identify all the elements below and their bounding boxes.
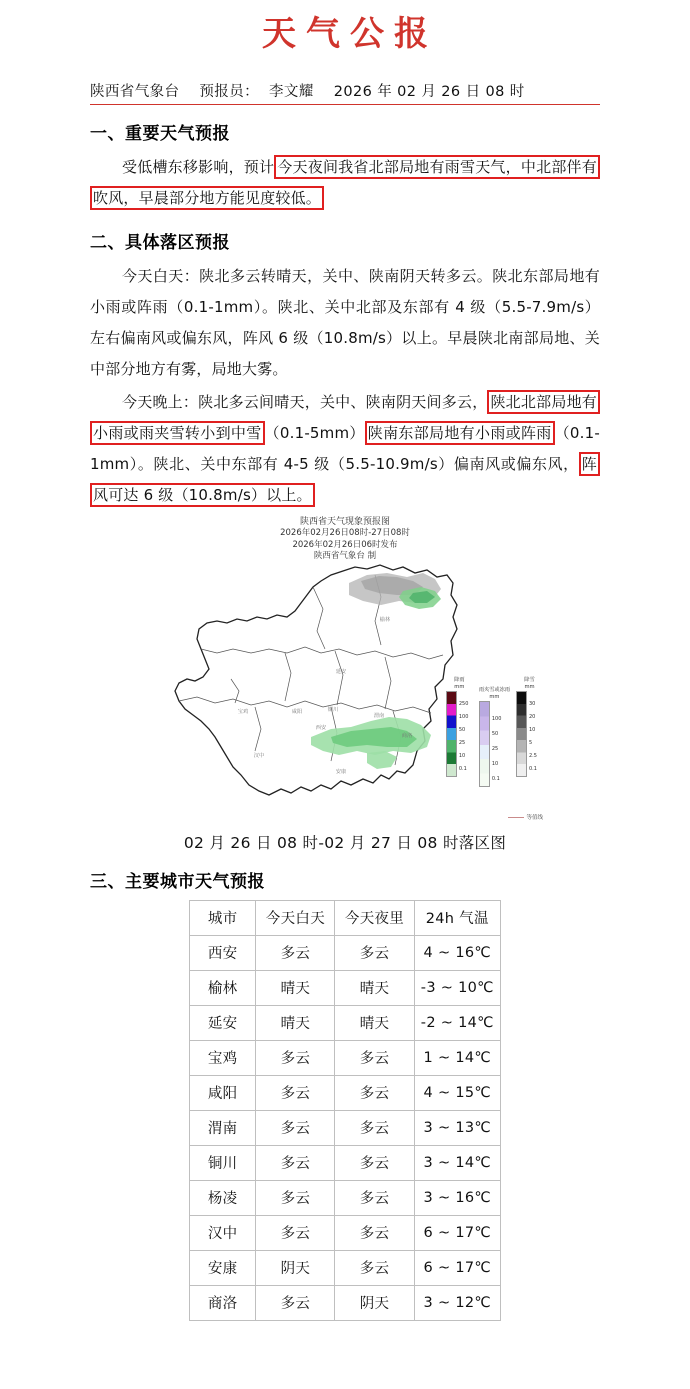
temperature-cell: 6 ~ 17℃ [414, 1250, 500, 1285]
night-forecast-cell: 多云 [335, 1110, 414, 1145]
city-forecast-table-wrapper [90, 900, 600, 1321]
column-header-city: 城市 [190, 900, 256, 935]
table-row [190, 1075, 501, 1110]
day-forecast-cell: 晴天 [256, 1005, 335, 1040]
column-header-day: 今天白天 [256, 900, 335, 935]
map-caption: 02 月 26 日 08 时-02 月 27 日 08 时落区图 [183, 833, 507, 852]
legend-rain-name: 降雨 [454, 676, 465, 683]
legend-snow-ticks [527, 691, 543, 777]
temperature-cell: 3 ~ 13℃ [414, 1110, 500, 1145]
legend-snow-name: 降雪 [524, 676, 535, 683]
day-forecast-cell: 多云 [256, 1040, 335, 1075]
night-forecast-cell: 多云 [335, 1180, 414, 1215]
section-heading-3: 三、主要城市天气预报 [90, 871, 265, 892]
day-forecast-cell: 阴天 [256, 1250, 335, 1285]
legend-snow-colorbar [516, 691, 527, 777]
legend-tick: 25 [458, 739, 466, 746]
map-header-text [135, 517, 555, 563]
table-row [190, 1215, 501, 1250]
map-label-shangluo: 商洛 [401, 732, 413, 739]
legend-tick: 5 [529, 739, 533, 746]
issuing-office: 陕西省气象台 [90, 83, 180, 100]
map-legend [446, 677, 543, 787]
temperature-cell: 6 ~ 17℃ [414, 1215, 500, 1250]
temperature-cell: -2 ~ 14℃ [414, 1005, 500, 1040]
section-1-paragraph [90, 152, 600, 214]
legend-tick: 250 [458, 700, 469, 707]
contour-line-swatch [508, 817, 524, 818]
map-label-xian: 西安 [315, 724, 327, 731]
legend-tick: 10 [529, 726, 536, 733]
legend-rain-ticks [457, 691, 473, 777]
byline-row [90, 80, 600, 105]
legend-sleet-colorbar [479, 701, 490, 787]
table-row [190, 1180, 501, 1215]
highlighted-text-run: 今天夜间我省北部局地有雨雪天气，中北部伴有吹风，早晨部分地方能见度较低。 [90, 155, 600, 210]
city-cell: 杨凌 [190, 1180, 256, 1215]
map-label-hanzhong: 汉中 [253, 752, 265, 759]
legend-sleet [479, 677, 510, 787]
legend-tick: 10 [458, 752, 466, 759]
legend-rain-unit: mm [454, 683, 465, 690]
city-cell: 渭南 [190, 1110, 256, 1145]
map-label-yanan: 延安 [335, 668, 347, 675]
day-forecast-cell: 多云 [256, 1145, 335, 1180]
legend-tick: 20 [529, 713, 536, 720]
night-forecast-cell: 多云 [335, 1075, 414, 1110]
temperature-cell: 3 ~ 16℃ [414, 1180, 500, 1215]
map-issue-line: 2026年02月26日06时发布 [292, 539, 398, 550]
map-label-ankang: 安康 [335, 768, 347, 775]
night-forecast-cell: 晴天 [335, 970, 414, 1005]
table-row [190, 1110, 501, 1145]
text-run: 今天白天：陕北多云转晴天，关中、陕南阴天转多云。陕北东部局地有小雨或阵雨（0.1-1mm）。陕北、关中北部及东部有 4 级（5.5-7.9m/s）左右偏南风或偏东风，阵风 6 级（10.8m/s）以上。早晨陕北南部局地、关中部分地方有雾，局地大雾。 [90, 266, 600, 378]
text-run: （0.1-1mm）。陕北、关中东部有 4-5 级（5.5-10.9m/s）偏南风或偏东风， [90, 423, 600, 473]
city-cell: 汉中 [190, 1215, 256, 1250]
table-row [190, 1285, 501, 1320]
city-cell: 安康 [190, 1250, 256, 1285]
legend-rain [446, 677, 473, 777]
night-forecast-cell: 多云 [335, 1040, 414, 1075]
table-row [190, 1145, 501, 1180]
table-row [190, 935, 501, 970]
section-heading-2: 二、具体落区预报 [90, 232, 230, 253]
evening-forecast-paragraph [90, 387, 600, 511]
temperature-cell: 4 ~ 15℃ [414, 1075, 500, 1110]
table-header-row [190, 900, 501, 935]
city-cell: 铜川 [190, 1145, 256, 1180]
temperature-cell: 4 ~ 16℃ [414, 935, 500, 970]
legend-rain-colorbar [446, 691, 457, 777]
forecaster-label: 预报员： [199, 83, 260, 100]
temperature-cell: 1 ~ 14℃ [414, 1040, 500, 1075]
city-cell: 延安 [190, 1005, 256, 1040]
city-forecast-table [189, 900, 501, 1321]
legend-tick: 30 [529, 700, 536, 707]
city-cell: 西安 [190, 935, 256, 970]
legend-tick: 50 [491, 730, 499, 737]
table-row [190, 1040, 501, 1075]
temperature-cell: 3 ~ 12℃ [414, 1285, 500, 1320]
forecast-map-figure [90, 517, 600, 853]
legend-tick: 0.1 [529, 765, 537, 772]
legend-tick: 100 [458, 713, 469, 720]
text-run: 今天晚上：陕北多云间晴天，关中、陕南阴天间多云， [122, 392, 488, 411]
byline [90, 80, 600, 101]
temperature-cell: 3 ~ 14℃ [414, 1145, 500, 1180]
day-forecast-cell: 晴天 [256, 970, 335, 1005]
section-heading-1: 一、重要天气预报 [90, 123, 230, 144]
city-cell: 榆林 [190, 970, 256, 1005]
night-forecast-cell: 多云 [335, 1215, 414, 1250]
map-producer-line: 陕西省气象台 制 [313, 551, 377, 562]
map-label-weinan: 渭南 [373, 712, 385, 719]
legend-tick: 100 [491, 715, 502, 722]
page-title: 天气公报 [262, 14, 438, 54]
highlighted-text-run: 陕南东部局地有小雨或阵雨 [365, 421, 555, 445]
legend-tick: 0.1 [458, 765, 467, 772]
day-forecast-cell: 多云 [256, 1075, 335, 1110]
contour-line-label: 等值线 [526, 814, 543, 821]
contour-line-key [508, 813, 543, 821]
day-forecast-cell: 多云 [256, 935, 335, 970]
city-cell: 咸阳 [190, 1075, 256, 1110]
night-forecast-cell: 多云 [335, 1250, 414, 1285]
table-row [190, 1250, 501, 1285]
text-run: （0.1-5mm） [264, 423, 365, 442]
map-title-line: 陕西省天气现象预报图 [299, 516, 390, 527]
legend-tick: 10 [491, 760, 499, 767]
legend-snow [516, 677, 543, 777]
map-label-tongchuan: 铜川 [327, 706, 339, 713]
table-row [190, 970, 501, 1005]
legend-tick: 25 [491, 745, 499, 752]
map-label-yulin: 榆林 [379, 616, 391, 623]
legend-sleet-unit: mm [489, 693, 500, 700]
night-forecast-cell: 多云 [335, 1145, 414, 1180]
city-cell: 商洛 [190, 1285, 256, 1320]
forecaster-name: 李文耀 [269, 83, 314, 100]
map-container [135, 517, 555, 827]
legend-sleet-ticks [490, 701, 506, 787]
day-forecast-cell: 多云 [256, 1110, 335, 1145]
day-forecast-cell: 多云 [256, 1285, 335, 1320]
legend-sleet-name: 雨夹雪或冻雨 [478, 686, 510, 693]
night-forecast-cell: 晴天 [335, 1005, 414, 1040]
highlighted-text-run: 阵风可达 6 级（10.8m/s）以上。 [90, 452, 600, 507]
legend-tick: 0.1 [491, 775, 500, 782]
map-label-baoji: 宝鸡 [237, 708, 249, 715]
daytime-forecast-paragraph [90, 261, 600, 385]
column-header-night: 今天夜里 [335, 900, 414, 935]
text-run: 受低槽东移影响，预计 [122, 157, 275, 176]
city-cell: 宝鸡 [190, 1040, 256, 1075]
map-label-xianyang: 咸阳 [291, 708, 303, 715]
legend-tick: 50 [458, 726, 466, 733]
issue-datetime: 2026 年 02 月 26 日 08 时 [333, 83, 525, 100]
table-row [190, 1005, 501, 1040]
day-forecast-cell: 多云 [256, 1180, 335, 1215]
day-forecast-cell: 多云 [256, 1215, 335, 1250]
highlighted-text-run: 陕北北部局地有小雨或雨夹雪转小到中雪 [90, 390, 600, 445]
night-forecast-cell: 阴天 [335, 1285, 414, 1320]
column-header-temp: 24h 气温 [414, 900, 500, 935]
night-forecast-cell: 多云 [335, 935, 414, 970]
city-forecast-table-body [190, 935, 501, 1320]
legend-tick: 2.5 [529, 752, 537, 759]
legend-snow-unit: mm [524, 683, 535, 690]
temperature-cell: -3 ~ 10℃ [414, 970, 500, 1005]
map-period-line: 2026年02月26日08时-27日08时 [280, 528, 410, 539]
